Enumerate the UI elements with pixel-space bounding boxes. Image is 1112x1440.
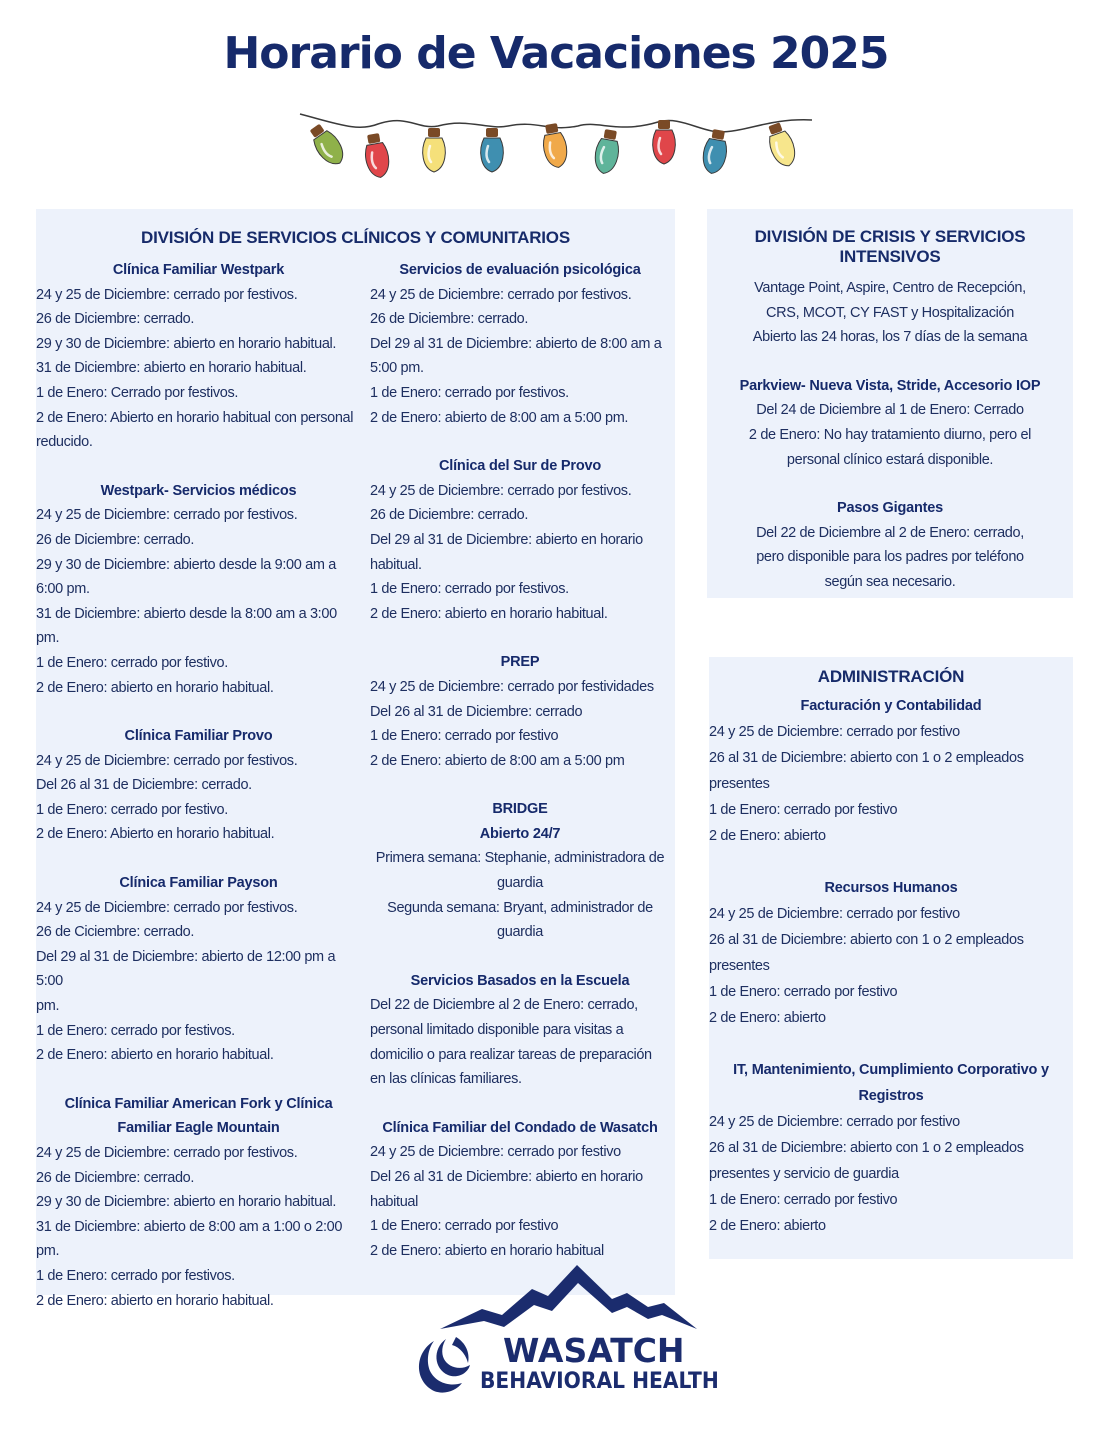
schedule-line: 2 de Enero: abierto <box>709 1010 826 1026</box>
section-title: Clínica Familiar Provo <box>124 728 273 745</box>
schedule-line: Del 29 al 31 de Diciembre: abierto de 8:00 am a <box>370 335 662 352</box>
light-bulb-icon <box>763 121 799 170</box>
schedule-line: presentes y servicio de guardia <box>709 1166 899 1182</box>
schedule-line: habitual. <box>370 556 422 573</box>
section-title: Westpark- Servicios médicos <box>100 482 297 499</box>
schedule-line: Del 29 al 31 de Diciembre: abierto de 12:00 pm a 5:00 <box>36 948 336 990</box>
schedule-line: 26 al 31 de Diciembre: abierto con 1 o 2 empleados <box>709 1140 1024 1156</box>
schedule-section <box>370 650 670 773</box>
section-subtitle: Abierto 24/7 <box>479 825 561 842</box>
schedule-section <box>370 454 670 626</box>
light-bulb-icon <box>362 132 392 179</box>
schedule-line: 2 de Enero: abierto en horario habitual. <box>36 679 274 696</box>
light-bulb-icon <box>700 128 730 175</box>
section-title: Servicios de evaluación psicológica <box>399 262 641 278</box>
schedule-line: 1 de Enero: cerrado por festivos. <box>370 384 569 401</box>
schedule-line: 2 de Enero: abierto en horario habitual. <box>370 605 608 622</box>
schedule-line: 24 y 25 de Diciembre: cerrado por festivo <box>370 1144 621 1161</box>
schedule-line: 6:00 pm. <box>36 581 90 598</box>
crisis-intro-line: Vantage Point, Aspire, Centro de Recepción, <box>754 280 1026 296</box>
schedule-line: 1 de Enero: cerrado por festivo <box>370 1218 559 1235</box>
light-bulb-icon <box>592 128 622 175</box>
schedule-line: en las clínicas familiares. <box>370 1071 522 1088</box>
schedule-line: 2 de Enero: abierto <box>709 1218 826 1234</box>
light-bulb-icon <box>305 121 349 170</box>
schedule-line: 1 de Enero: cerrado por festivo <box>709 1192 898 1208</box>
light-bulb-icon <box>423 128 446 172</box>
schedule-section <box>36 479 361 700</box>
schedule-line: Del 22 de Diciembre al 2 de Enero: cerrado, <box>756 524 1024 541</box>
schedule-line: 31 de Diciembre: abierto en horario habitual. <box>36 360 307 377</box>
schedule-line: 31 de Diciembre: abierto desde la 8:00 am a 3:00 <box>36 605 337 622</box>
schedule-section <box>370 969 670 1092</box>
schedule-line: pm. <box>36 998 60 1015</box>
section-title: Pasos Gigantes <box>837 500 943 517</box>
logo-text-wasatch: WASATCH <box>503 1331 685 1370</box>
section-title: BRIDGE <box>492 801 548 818</box>
schedule-line: presentes <box>709 958 770 974</box>
schedule-line: 1 de Enero: cerrado por festivo. <box>36 801 228 818</box>
schedule-section <box>36 258 361 455</box>
schedule-line: 1 de Enero: cerrado por festivo <box>370 728 559 745</box>
schedule-line: 26 de Diciembre: cerrado. <box>370 311 529 328</box>
schedule-line: 26 de Diciembre: cerrado. <box>36 311 195 328</box>
schedule-line: 26 de Diciembre: cerrado. <box>36 1169 195 1186</box>
schedule-line: 24 y 25 de Diciembre: cerrado por festivos. <box>370 482 632 499</box>
crisis-division-heading: DIVISIÓN DE CRISIS Y SERVICIOS INTENSIVOS <box>754 227 1026 266</box>
clinical-division-panel <box>36 209 675 1309</box>
schedule-line: 26 de Diciembre: cerrado. <box>36 531 195 548</box>
section-title: Recursos Humanos <box>824 880 958 896</box>
schedule-section <box>36 1092 361 1313</box>
schedule-line: Del 22 de Diciembre al 2 de Enero: cerrado, <box>370 997 638 1014</box>
schedule-line: 29 y 30 de Diciembre: abierto en horario habitual. <box>36 335 337 352</box>
light-bulb-icon <box>540 122 570 169</box>
administration-panel <box>709 657 1073 1259</box>
section-title: Servicios Basados en la Escuela <box>410 972 630 989</box>
crisis-division-panel <box>707 209 1073 598</box>
schedule-line: pm. <box>36 630 60 647</box>
crisis-division-body <box>707 276 1073 595</box>
schedule-line: 24 y 25 de Diciembre: cerrado por festividades <box>370 678 654 695</box>
schedule-line: según sea necesario. <box>824 573 956 590</box>
section-title: Facturación y Contabilidad <box>800 698 982 714</box>
schedule-line: 1 de Enero: cerrado por festivo <box>709 984 898 1000</box>
schedule-section <box>370 797 670 945</box>
schedule-line: 26 de Ciciembre: cerrado. <box>36 924 195 941</box>
schedule-line: 2 de Enero: Abierto en horario habitual. <box>36 826 275 843</box>
schedule-line: 5:00 pm. <box>370 360 424 377</box>
schedule-line: 29 y 30 de Diciembre: abierto desde la 9:00 am a <box>36 556 336 573</box>
schedule-line: reducido. <box>36 434 93 451</box>
christmas-lights-icon <box>298 104 814 184</box>
section-title: Clínica del Sur de Provo <box>439 458 601 475</box>
schedule-line: Del 24 de Diciembre al 1 de Enero: Cerrado <box>756 402 1024 419</box>
crisis-intro-line: CRS, MCOT, CY FAST y Hospitalización <box>766 304 1014 321</box>
schedule-line: 1 de Enero: cerrado por festivos. <box>36 1267 235 1284</box>
schedule-line: 2 de Enero: abierto <box>709 828 826 844</box>
administration-body <box>709 693 1073 1239</box>
schedule-line: 1 de Enero: cerrado por festivos. <box>36 1022 235 1039</box>
schedule-line: 24 y 25 de Diciembre: cerrado por festivos. <box>36 507 298 524</box>
schedule-section <box>707 496 1073 594</box>
schedule-line: 24 y 25 de Diciembre: cerrado por festivo <box>709 724 960 740</box>
schedule-line: domicilio o para realizar tareas de preparación <box>370 1046 652 1063</box>
schedule-section <box>707 374 1073 472</box>
crisis-intro <box>707 276 1073 350</box>
schedule-line: 2 de Enero: abierto de 8:00 am a 5:00 pm <box>370 752 625 769</box>
schedule-line: 2 de Enero: abierto de 8:00 am a 5:00 pm. <box>370 409 629 426</box>
schedule-line: 24 y 25 de Diciembre: cerrado por festivos. <box>370 286 632 303</box>
schedule-line: 2 de Enero: Abierto en horario habitual con personal <box>36 409 354 426</box>
schedule-line: 1 de Enero: cerrado por festivo <box>709 802 898 818</box>
schedule-line: 2 de Enero: abierto en horario habitual <box>370 1242 604 1259</box>
schedule-line: 24 y 25 de Diciembre: cerrado por festivos. <box>36 286 298 303</box>
crisis-intro-line: Abierto las 24 horas, los 7 días de la semana <box>752 329 1028 346</box>
schedule-line: 31 de Diciembre: abierto de 8:00 am a 1:00 o 2:00 <box>36 1218 343 1235</box>
clinical-division-heading: DIVISIÓN DE SERVICIOS CLÍNICOS Y COMUNITARIOS <box>141 228 570 247</box>
schedule-line: Del 26 al 31 de Diciembre: abierto en horario <box>370 1169 643 1185</box>
light-bulb-icon <box>653 120 676 164</box>
schedule-line: 26 al 31 de Diciembre: abierto con 1 o 2 empleados <box>709 932 1024 948</box>
schedule-line: 26 de Diciembre: cerrado. <box>370 507 529 524</box>
schedule-line: habitual <box>370 1193 418 1210</box>
schedule-line: 2 de Enero: abierto en horario habitual. <box>36 1047 274 1064</box>
schedule-line: Del 29 al 31 de Diciembre: abierto en horario <box>370 531 643 548</box>
schedule-line: 26 al 31 de Diciembre: abierto con 1 o 2 empleados <box>709 750 1024 766</box>
schedule-line: 24 y 25 de Diciembre: cerrado por festivo <box>709 1114 960 1130</box>
section-title: PREP <box>500 654 540 671</box>
schedule-line: 24 y 25 de Diciembre: cerrado por festivos. <box>36 1145 298 1161</box>
schedule-line: 29 y 30 de Diciembre: abierto en horario habitual. <box>36 1194 337 1211</box>
section-title: Parkview- Nueva Vista, Stride, Accesorio IOP <box>739 377 1041 394</box>
schedule-section <box>709 1057 1073 1239</box>
schedule-line: pm. <box>36 1243 60 1260</box>
schedule-line: personal limitado disponible para visitas a <box>370 1022 624 1039</box>
section-title: Clínica Familiar Payson <box>119 875 278 892</box>
light-bulb-icon <box>481 128 504 172</box>
clinical-right-column <box>370 258 670 1287</box>
schedule-line: 24 y 25 de Diciembre: cerrado por festivos. <box>36 752 298 769</box>
schedule-section <box>370 1116 670 1264</box>
schedule-line: Primera semana: Stephanie, administradora de <box>375 850 665 867</box>
schedule-line: pero disponible para los padres por teléfono <box>756 549 1024 566</box>
clinical-left-column <box>36 258 361 1337</box>
section-title: Clínica Familiar del Condado de Wasatch <box>382 1119 658 1136</box>
section-title: Clínica Familiar American Fork y Clínica Familiar Eagle Mountain <box>64 1095 333 1137</box>
schedule-line: 1 de Enero: cerrado por festivos. <box>370 581 569 598</box>
schedule-section <box>709 875 1073 1031</box>
schedule-line: 2 de Enero: No hay tratamiento diurno, pero el <box>748 426 1032 443</box>
logo-text-behavioral-health: BEHAVIORAL HEALTH <box>480 1369 719 1394</box>
section-title: IT, Mantenimiento, Cumplimiento Corporativo y Registros <box>733 1062 1049 1104</box>
schedule-line: 24 y 25 de Diciembre: cerrado por festivo <box>709 906 960 922</box>
schedule-line: 1 de Enero: Cerrado por festivos. <box>36 384 239 401</box>
schedule-line: Del 26 al 31 de Diciembre: cerrado <box>370 703 583 720</box>
schedule-line: guardia <box>497 924 543 941</box>
schedule-line: Del 26 al 31 de Diciembre: cerrado. <box>36 777 252 794</box>
schedule-line: Segunda semana: Bryant, administrador de <box>387 899 653 916</box>
schedule-line: 1 de Enero: cerrado por festivo. <box>36 654 228 671</box>
schedule-line: guardia <box>497 875 543 892</box>
schedule-line: presentes <box>709 776 770 792</box>
schedule-section <box>36 724 361 847</box>
schedule-section <box>36 871 361 1068</box>
section-title: Clínica Familiar Westpark <box>112 262 285 278</box>
schedule-line: 2 de Enero: abierto en horario habitual. <box>36 1292 274 1309</box>
schedule-section <box>370 258 670 430</box>
page-title: Horario de Vacaciones 2025 <box>223 28 889 79</box>
schedule-line: 24 y 25 de Diciembre: cerrado por festivos. <box>36 899 298 916</box>
administration-heading: ADMINISTRACIÓN <box>817 667 965 686</box>
schedule-line: personal clínico estará disponible. <box>786 451 994 468</box>
schedule-section <box>709 693 1073 849</box>
